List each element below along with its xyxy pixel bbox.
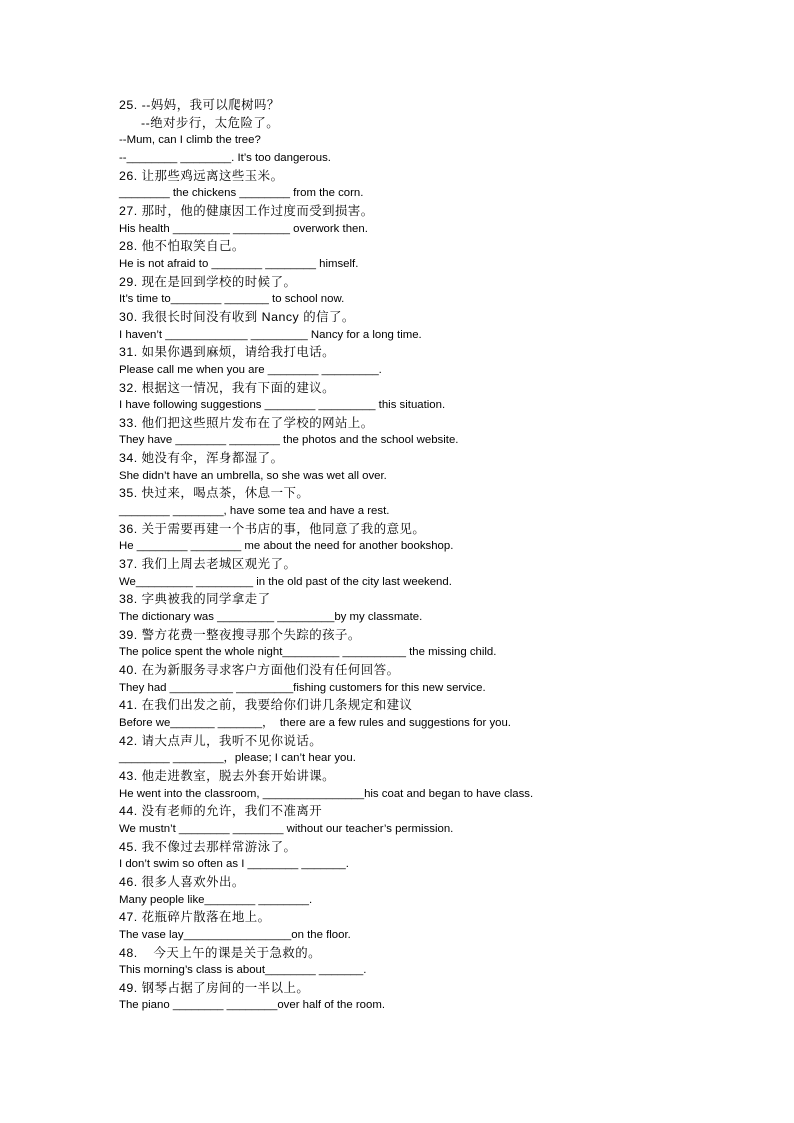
- chinese-prompt-line: 32. 根据这一情况，我有下面的建议。: [119, 380, 336, 395]
- chinese-prompt-line: 48. 今天上午的课是关于急救的。: [119, 945, 322, 960]
- chinese-prompt-line: 37. 我们上周去老城区观光了。: [119, 557, 297, 572]
- chinese-prompt-line: 31. 如果你遇到麻烦，请给我打电话。: [119, 345, 336, 360]
- chinese-prompt-line: 38. 字典被我的同学拿走了: [119, 592, 271, 607]
- chinese-prompt-line: 39. 警方花费一整夜搜寻那个失踪的孩子。: [119, 627, 361, 642]
- english-blank-line: They had __________ _________fishing customers for this new service.: [119, 681, 486, 694]
- english-blank-line: He ________ ________ me about the need for another bookshop.: [119, 540, 454, 553]
- english-blank-line: I don’t swim so often as I ________ _______.: [119, 858, 349, 871]
- chinese-prompt-line: 25. --妈妈，我可以爬树吗？: [119, 98, 280, 112]
- english-blank-line: It’s time to________ _______ to school now.: [119, 293, 345, 306]
- english-blank-line: His health _________ _________ overwork then.: [119, 222, 368, 235]
- english-blank-line: The police spent the whole night_________ __________ the missing child.: [119, 646, 497, 659]
- document-body: [119, 97, 739, 1015]
- chinese-prompt-line: 36. 关于需要再建一个书店的事，他同意了我的意见。: [119, 521, 426, 536]
- chinese-prompt-line: 35. 快过来，喝点茶，休息一下。: [119, 486, 310, 501]
- english-blank-line: I haven’t _____________ _________ Nancy for a long time.: [119, 328, 422, 341]
- english-blank-line: ________ the chickens ________ from the corn.: [119, 187, 364, 200]
- chinese-prompt-line: 29. 现在是回到学校的时候了。: [119, 274, 297, 289]
- english-blank-line: This morning’s class is about________ _______.: [119, 964, 367, 977]
- english-blank-line: He is not afraid to ________ ________ himself.: [119, 257, 359, 270]
- english-blank-line: The vase lay_________________on the floor.: [119, 928, 351, 941]
- chinese-prompt-line: 42. 请大点声儿，我听不见你说话。: [119, 733, 323, 748]
- english-blank-line: ________ ________，please; I can’t hear you.: [119, 752, 356, 765]
- chinese-prompt-line: 34. 她没有伞，浑身都湿了。: [119, 451, 284, 466]
- chinese-prompt-line: 45. 我不像过去那样常游泳了。: [119, 839, 297, 854]
- chinese-prompt-line: 43. 他走进教室，脱去外套开始讲课。: [119, 768, 336, 783]
- english-blank-line: Before we_______ _______， there are a few rules and suggestions for you.: [119, 716, 511, 729]
- chinese-prompt-line: --绝对步行，太危险了。: [141, 115, 280, 130]
- chinese-prompt-line: 30. 我很长时间没有收到 Nancy 的信了。: [119, 309, 355, 324]
- english-blank-line: ________ ________, have some tea and have a rest.: [119, 505, 390, 518]
- chinese-prompt-line: 40. 在为新服务寻求客户方面他们没有任何回答。: [119, 663, 400, 677]
- english-blank-line: --________ ________. It’s too dangerous.: [119, 151, 331, 164]
- chinese-prompt-line: 44. 没有老师的允许，我们不准离开: [119, 804, 323, 819]
- chinese-prompt-line: 46. 很多人喜欢外出。: [119, 874, 245, 889]
- english-blank-line: We mustn’t ________ ________ without our teacher’s permission.: [119, 822, 454, 835]
- chinese-prompt-line: 28. 他不怕取笑自己。: [119, 239, 245, 254]
- english-blank-line: She didn’t have an umbrella, so she was wet all over.: [119, 469, 387, 482]
- chinese-prompt-line: 49. 钢琴占据了房间的一半以上。: [119, 980, 310, 995]
- english-blank-line: He went into the classroom, ________________his coat and began to have class.: [119, 787, 534, 800]
- english-blank-line: The piano ________ ________over half of the room.: [119, 999, 385, 1012]
- chinese-prompt-line: 26. 让那些鸡远离这些玉米。: [119, 168, 284, 183]
- chinese-prompt-line: 41. 在我们出发之前，我要给你们讲几条规定和建议: [119, 698, 413, 713]
- chinese-prompt-line: 47. 花瓶碎片散落在地上。: [119, 910, 271, 925]
- chinese-prompt-line: 27. 那时，他的健康因工作过度而受到损害。: [119, 203, 374, 218]
- english-blank-line: Many people like________ ________.: [119, 893, 313, 906]
- english-blank-line: They have ________ ________ the photos and the school website.: [119, 434, 459, 447]
- english-blank-line: I have following suggestions ________ _________ this situation.: [119, 399, 446, 412]
- english-blank-line: We_________ _________ in the old past of the city last weekend.: [119, 575, 452, 588]
- english-blank-line: Please call me when you are ________ _________.: [119, 363, 382, 376]
- english-blank-line: The dictionary was _________ _________by my classmate.: [119, 611, 423, 624]
- english-blank-line: --Mum, can I climb the tree?: [119, 134, 261, 147]
- chinese-prompt-line: 33. 他们把这些照片发布在了学校的网站上。: [119, 415, 374, 430]
